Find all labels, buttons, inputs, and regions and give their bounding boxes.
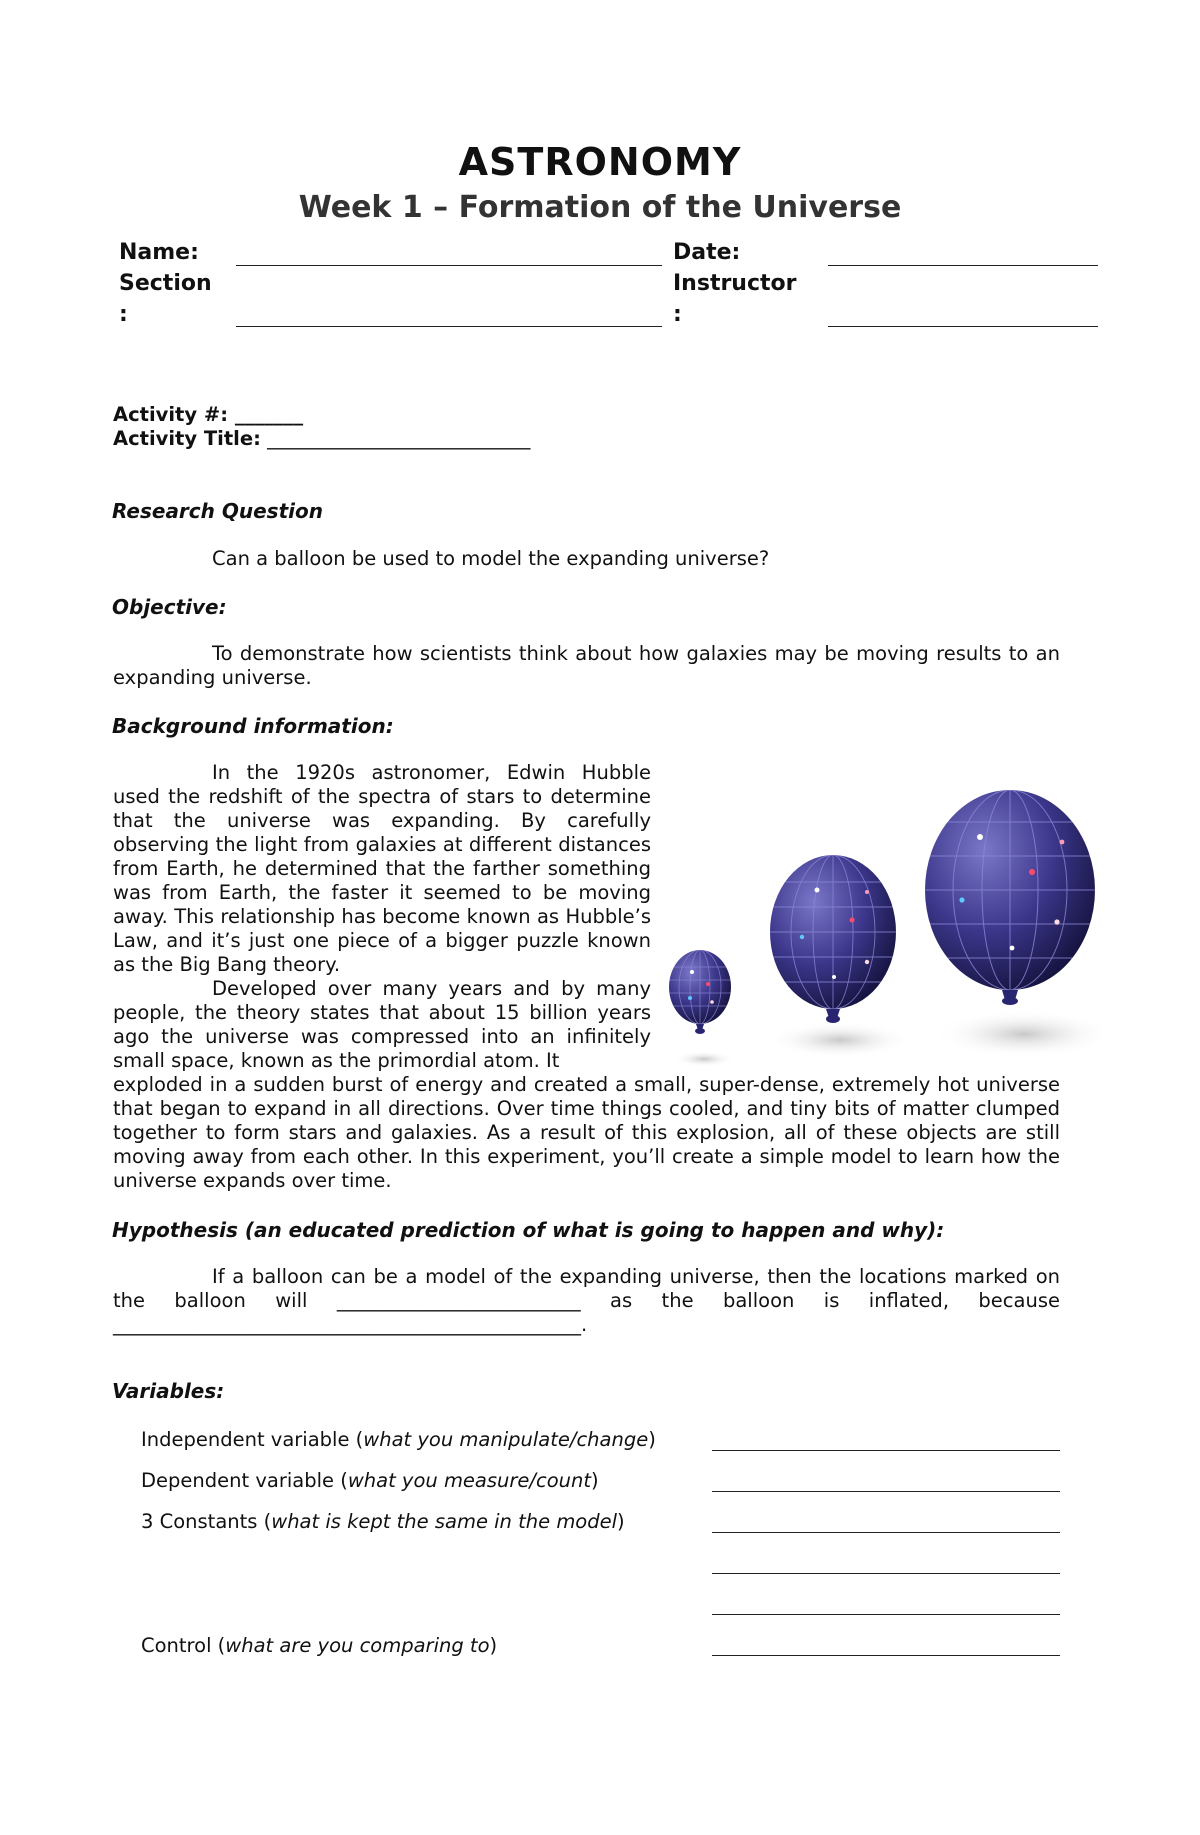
small-balloon-shadow (674, 1051, 734, 1067)
hypothesis-blank-2[interactable]: ________________________________________________ (113, 1313, 581, 1336)
hypothesis-end: . (581, 1313, 588, 1336)
dependent-variable-field[interactable] (712, 1491, 1060, 1492)
background-paragraph-3: exploded in a sudden burst of energy and created a small, super-dense, extremely hot universe that began to expand in all directions. Over time things cooled, and tiny bits of matter clumped together to form stars and galaxies. As a result of this explosion, all of these objects are still moving away from each other. In this experiment, you’ll create a simple model to learn how the universe expands over time. (113, 1073, 1060, 1192)
variables-heading: Variables: (112, 1379, 225, 1403)
medium-balloon-shadow (768, 1022, 912, 1058)
date-label: Date: (673, 240, 741, 265)
constant-2-field[interactable] (712, 1573, 1060, 1574)
background-paragraph-2: Developed over many years and by many people, the theory states that about 15 billion years ago the universe was compressed into an infinitely small space, known as the primordial atom. It (113, 977, 651, 1072)
page-subtitle: Week 1 – Formation of the Universe (298, 190, 902, 225)
constants-label: 3 Constants (what is kept the same in the model) (141, 1510, 625, 1533)
name-label: Name: (119, 240, 199, 265)
research-question: Can a balloon be used to model the expanding universe? (212, 547, 770, 570)
objective-heading: Objective: (112, 595, 227, 619)
hypothesis-heading: Hypothesis (an educated prediction of what is going to happen and why): (112, 1218, 945, 1242)
section-colon: : (119, 302, 128, 327)
activity-title-label: Activity Title: (113, 427, 261, 450)
hypothesis-part-1: If a balloon can be a model of the expanding universe, then the locations marked on the balloon will (113, 1265, 1060, 1312)
instructor-label: Instructor (673, 271, 797, 296)
activity-title-blank[interactable]: ___________________________ (267, 427, 531, 450)
large-balloon-shadow (934, 1010, 1102, 1058)
instructor-field[interactable] (828, 326, 1098, 327)
small-balloon (667, 950, 733, 1034)
activity-title-row (113, 427, 530, 451)
medium-balloon (767, 855, 899, 1023)
instructor-colon: : (673, 302, 682, 327)
constant-3-field[interactable] (712, 1614, 1060, 1615)
independent-variable-field[interactable] (712, 1450, 1060, 1451)
activity-number-row (113, 403, 303, 427)
constant-1-field[interactable] (712, 1532, 1060, 1533)
large-balloon (922, 790, 1098, 1005)
activity-number-label: Activity #: (113, 403, 229, 426)
control-field[interactable] (712, 1655, 1060, 1656)
research-heading: Research Question (112, 499, 323, 523)
control-label: Control (what are you comparing to) (141, 1634, 498, 1657)
objective-text: To demonstrate how scientists think about how galaxies may be moving results to an expanding universe. (113, 642, 1060, 689)
date-field[interactable] (828, 265, 1098, 266)
independent-variable-label: Independent variable (what you manipulate/change) (141, 1428, 656, 1451)
balloons-illustration (662, 772, 1102, 1072)
background-paragraph-1: In the 1920s astronomer, Edwin Hubble used the redshift of the spectra of stars to determine that the universe was expanding. By carefully observing the light from galaxies at different distances from Earth, he determined that the farther something was from Earth, the faster it seemed to be moving away. This relationship has become known as Hubble’s Law, and it’s just one piece of a bigger puzzle known as the Big Bang theory. (113, 761, 651, 976)
dependent-variable-label: Dependent variable (what you measure/count) (141, 1469, 599, 1492)
activity-number-blank[interactable]: _______ (234, 403, 304, 426)
hypothesis-text (113, 1265, 1060, 1337)
hypothesis-blank-1[interactable]: _________________________ (336, 1289, 581, 1312)
background-heading: Background information: (112, 714, 394, 738)
section-field[interactable] (236, 326, 662, 327)
name-field[interactable] (236, 265, 662, 266)
section-label: Section (119, 271, 212, 296)
page-title: ASTRONOMY (458, 140, 742, 184)
hypothesis-part-2: as the balloon is inflated, because (610, 1289, 1060, 1312)
